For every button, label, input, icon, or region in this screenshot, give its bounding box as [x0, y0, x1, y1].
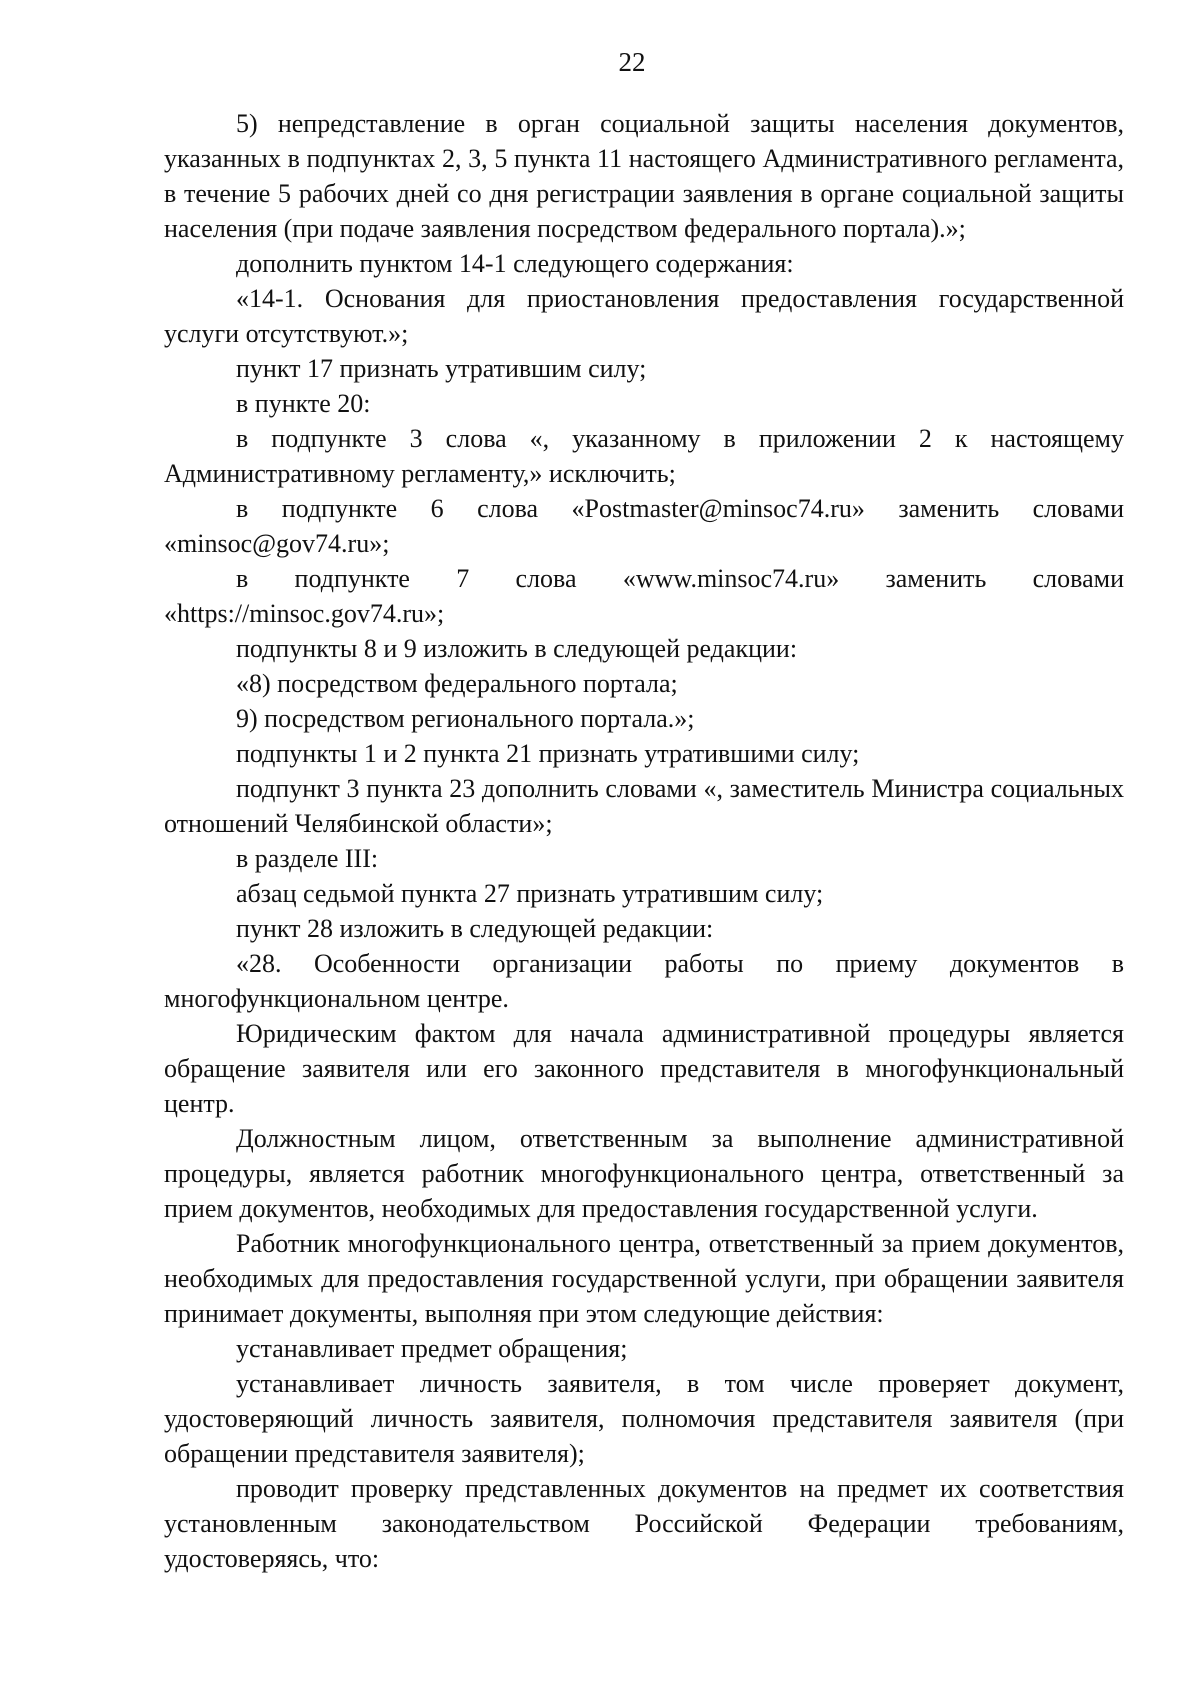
paragraph: «14-1. Основания для приостановления предоставления государственной услуги отсутствуют.»; [164, 284, 1124, 348]
paragraph: подпункты 8 и 9 изложить в следующей редакции: [236, 634, 798, 663]
paragraph: «8) посредством федерального портала; [236, 669, 678, 698]
paragraph: в пункте 20: [236, 389, 371, 418]
paragraph: устанавливает предмет обращения; [236, 1334, 628, 1363]
page-number: 22 [618, 47, 646, 77]
paragraph: в разделе III: [236, 844, 379, 873]
paragraph: в подпункте 7 слова «www.minsoc74.ru» заменить словами «https://minsoc.gov74.ru»; [164, 564, 1124, 628]
paragraph: в подпункте 3 слова «, указанному в приложении 2 к настоящему Административному регламенту,» исключить; [164, 424, 1124, 488]
paragraph: пункт 17 признать утратившим силу; [236, 354, 647, 383]
paragraph: абзац седьмой пункта 27 признать утратившим силу; [236, 879, 824, 908]
paragraph: Должностным лицом, ответственным за выполнение административной процедуры, является работник многофункционального центра, ответственный за прием документов, необходимых для предоставления государственной услуги. [164, 1124, 1124, 1223]
paragraph: подпункты 1 и 2 пункта 21 признать утратившими силу; [236, 739, 860, 768]
paragraph: «28. Особенности организации работы по приему документов в многофункциональном центре. [164, 949, 1124, 1013]
paragraph: Работник многофункционального центра, ответственный за прием документов, необходимых для предоставления государственной услуги, при обращении заявителя принимает документы, выполняя при этом следующие действия: [164, 1229, 1124, 1328]
paragraph: устанавливает личность заявителя, в том числе проверяет документ, удостоверяющий личность заявителя, полномочия представителя заявителя (при обращении представителя заявителя); [164, 1369, 1124, 1468]
paragraph: в подпункте 6 слова «Postmaster@minsoc74.ru» заменить словами «minsoc@gov74.ru»; [164, 494, 1124, 558]
paragraph: Юридическим фактом для начала административной процедуры является обращение заявителя или его законного представителя в многофункциональный центр. [164, 1019, 1124, 1118]
paragraph: 9) посредством регионального портала.»; [236, 704, 695, 733]
paragraph: пункт 28 изложить в следующей редакции: [236, 914, 714, 943]
paragraph: подпункт 3 пункта 23 дополнить словами «, заместитель Министра социальных отношений Челябинской области»; [164, 774, 1124, 838]
paragraph: проводит проверку представленных документов на предмет их соответствия установленным законодательством Российской Федерации требованиям, удостоверяясь, что: [164, 1474, 1124, 1573]
document-body [164, 106, 1124, 1576]
paragraph: дополнить пунктом 14-1 следующего содержания: [236, 249, 794, 278]
paragraph: 5) непредставление в орган социальной защиты населения документов, указанных в подпунктах 2, 3, 5 пункта 11 настоящего Административного регламента, в течение 5 рабочих дней со дня регистрации заявления в органе социальной защиты населения (при подаче заявления посредством федерального портала).»; [164, 109, 1124, 243]
